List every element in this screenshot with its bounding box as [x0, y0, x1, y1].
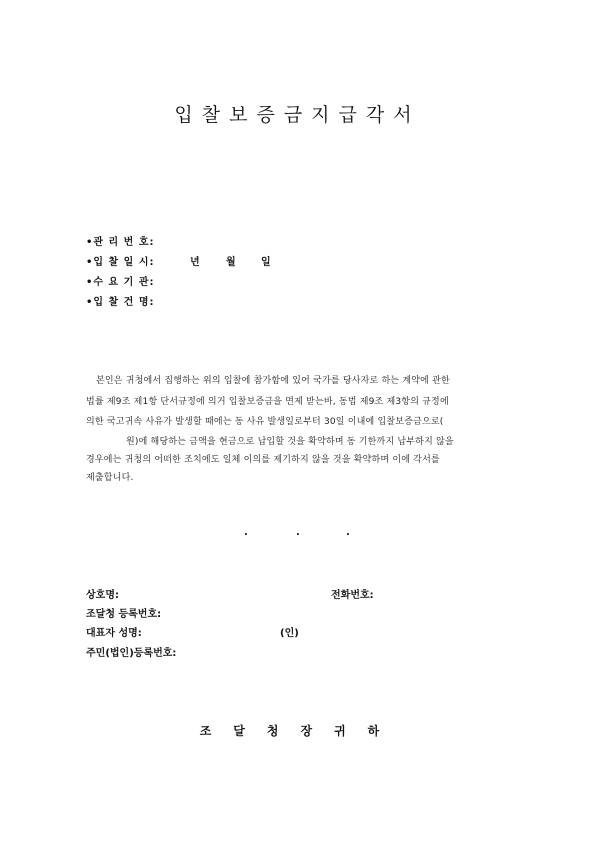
- date-dot-day: .: [346, 527, 350, 538]
- date-day-label: 일: [261, 257, 271, 268]
- management-number-label: •관 리 번 호:: [86, 237, 155, 248]
- phone-number-label: 전화번호:: [331, 590, 374, 601]
- pledge-line: 의한 국고귀속 사유가 발생할 때에는 동 사유 발생일로부터 30일 이내에 입찰보증금으로(: [86, 417, 444, 427]
- pledge-line: 본인은 귀청에서 집행하는 위의 입찰에 참가함에 있어 국가를 당사자로 하는 계약에 관한: [96, 376, 450, 386]
- bid-datetime-label: •입 찰 일 시:: [86, 257, 155, 268]
- pledge-line: 원)에 해당하는 금액을 현금으로 납입할 것을 확약하며 동 기한까지 납부하지 않을: [126, 437, 454, 447]
- representative-name-label: 대표자 성명:: [86, 628, 142, 639]
- page-title: 입찰보증금지급각서: [174, 104, 421, 126]
- bid-subject-label: •입 찰 건 명:: [86, 297, 155, 308]
- seal-mark: (인): [280, 628, 299, 639]
- pledge-line: 제출합니다.: [86, 473, 134, 483]
- resident-registration-label: 주민(법인)등록번호:: [86, 648, 177, 659]
- procurement-registration-label: 조달청 등록번호:: [86, 609, 162, 620]
- date-year-label: 년: [190, 257, 200, 268]
- company-name-label: 상호명:: [86, 590, 119, 601]
- pledge-line: 법률 제9조 제1항 단서규정에 의거 입찰보증금을 면제 받는바, 동법 제9조 제3항의 규정에: [86, 397, 449, 407]
- date-month-label: 월: [226, 257, 236, 268]
- date-dot-year: .: [244, 527, 248, 538]
- addressee: 조달청장귀하: [199, 724, 402, 738]
- demand-agency-label: •수 요 기 관:: [86, 277, 155, 288]
- date-dot-month: .: [296, 527, 300, 538]
- pledge-line: 경우에는 귀청의 어떠한 조치에도 일체 이의를 제기하지 않을 것을 확약하며 이에 각서를: [86, 455, 440, 465]
